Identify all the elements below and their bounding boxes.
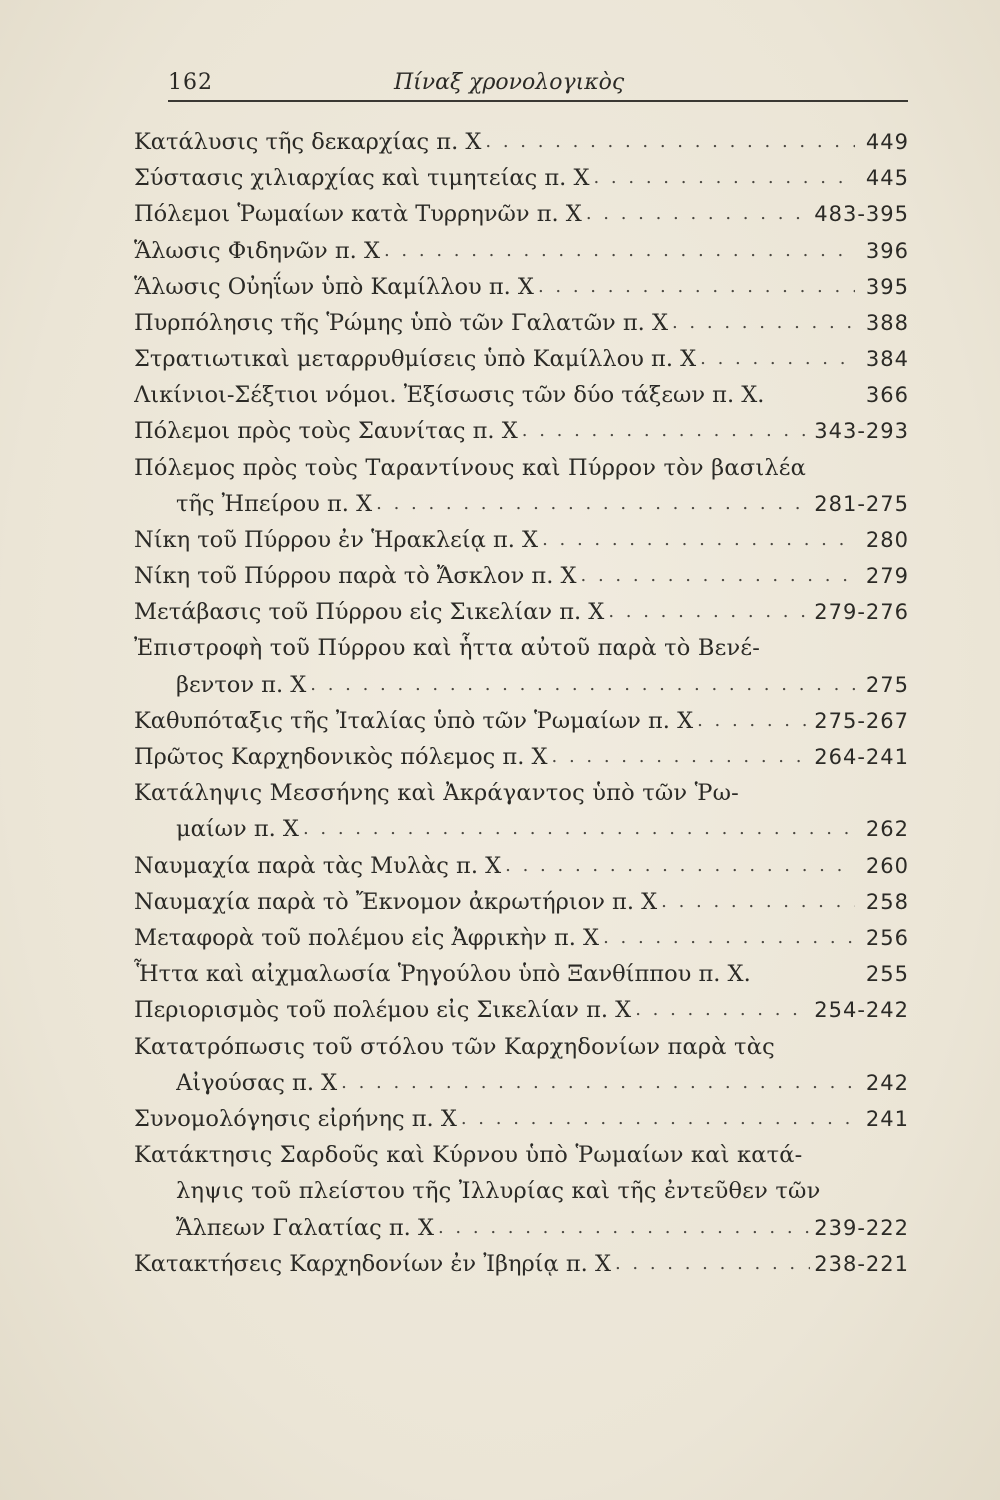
entry-year: 366 (865, 383, 909, 407)
table-row (134, 414, 909, 448)
dot-leader (341, 1066, 855, 1100)
entry-text: Ναυμαχία παρὰ τὸ Ἔκνομον ἀκρωτήριον π. Χ (134, 889, 658, 915)
entry-text: Πόλεμοι Ῥωμαίων κατὰ Τυρρηνῶν π. Χ (134, 201, 582, 227)
running-title: Πίναξ χρονολογικὸς (394, 70, 625, 95)
table-row (134, 1247, 909, 1281)
entry-year: 258 (865, 890, 909, 914)
dot-leader (581, 559, 855, 593)
table-row (134, 342, 909, 376)
dot-leader (608, 595, 810, 629)
entry-text: Καθυπόταξις τῆς Ἰταλίας ὑπὸ τῶν Ῥωμαίων π. Χ (134, 708, 694, 734)
entry-text: Λικίνιοι-Σέξτιοι νόμοι. Ἐξίσωσις τῶν δύο τάξεων π. Χ. (134, 382, 765, 408)
dot-leader (542, 523, 855, 557)
dot-leader (697, 704, 810, 738)
table-row (176, 1174, 909, 1208)
table-row (176, 1211, 909, 1245)
entry-year: 280 (865, 528, 909, 552)
entry-year: 275-267 (814, 709, 909, 733)
table-row (134, 270, 909, 304)
entry-year: 242 (865, 1071, 909, 1095)
entry-text: Πυρπόλησις τῆς Ῥώμης ὑπὸ τῶν Γαλατῶν π. Χ (134, 310, 668, 336)
entry-text: Ἄλπεων Γαλατίας π. Χ (176, 1215, 434, 1241)
table-row (134, 740, 909, 774)
dot-leader (593, 161, 855, 195)
entry-text: Αἰγούσας π. Χ (176, 1070, 338, 1096)
table-row (134, 1102, 909, 1136)
table-row (134, 378, 909, 412)
entry-year: 275 (865, 673, 909, 697)
table-row (176, 668, 909, 702)
entry-text: τῆς Ἠπείρου π. Χ (176, 491, 373, 517)
entry-year: 239-222 (814, 1216, 909, 1240)
table-row (134, 161, 909, 195)
entry-year: 388 (865, 311, 909, 335)
entry-text: Ἅλωσις Φιδηνῶν π. Χ (134, 238, 380, 264)
table-row (134, 125, 909, 159)
table-row (134, 957, 909, 991)
entry-text: Ἐπιστροφὴ τοῦ Πύρρου καὶ ἧττα αὐτοῦ παρὰ τὸ Βενέ- (134, 635, 761, 661)
table-row (134, 234, 909, 268)
entry-text: Κατακτήσεις Καρχηδονίων ἐν Ἰβηρίᾳ π. Χ (134, 1251, 611, 1277)
table-row (134, 993, 909, 1027)
entry-text: Στρατιωτικαὶ μεταρρυθμίσεις ὑπὸ Καμίλλου π. Χ (134, 346, 697, 372)
table-row (134, 849, 909, 883)
entry-text: Σύστασις χιλιαρχίας καὶ τιμητείας π. Χ (134, 165, 590, 191)
entry-year: 281-275 (814, 492, 909, 516)
dot-leader (635, 993, 810, 1027)
entry-year: 279 (865, 564, 909, 588)
table-row (134, 885, 909, 919)
entry-text: Κατατρόπωσις τοῦ στόλου τῶν Καρχηδονίων παρὰ τὰς (134, 1034, 775, 1060)
entry-text: βεντον π. Χ (176, 672, 307, 698)
entry-year: 238-221 (814, 1252, 909, 1276)
dot-leader (615, 1247, 810, 1281)
table-row (134, 776, 909, 810)
entry-text: Ἧττα καὶ αἰχμαλωσία Ῥηγούλου ὑπὸ Ξανθίππου π. Χ. (134, 961, 751, 987)
table-row (134, 523, 909, 557)
entry-text: Ἅλωσις Οὐηΐων ὑπὸ Καμίλλου π. Χ (134, 274, 534, 300)
dot-leader (522, 414, 810, 448)
dot-leader (485, 125, 855, 159)
dot-leader (438, 1211, 810, 1245)
dot-leader (586, 197, 810, 231)
dot-leader (505, 849, 855, 883)
entry-year: 343-293 (814, 419, 909, 443)
entry-text: Πόλεμοι πρὸς τοὺς Σαυνίτας π. Χ (134, 418, 518, 444)
dot-leader (700, 342, 855, 376)
dot-leader (310, 668, 855, 702)
entry-year: 254-242 (814, 998, 909, 1022)
dot-leader (552, 740, 811, 774)
table-row (134, 197, 909, 231)
page-number: 162 (168, 70, 213, 95)
entry-text: μαίων π. Χ (176, 816, 299, 842)
dot-leader (461, 1102, 855, 1136)
table-row (134, 921, 909, 955)
dot-leader (538, 270, 855, 304)
table-row (134, 631, 909, 665)
entry-year: 262 (865, 817, 909, 841)
table-row (134, 559, 909, 593)
dot-leader (661, 885, 855, 919)
entry-year: 384 (865, 347, 909, 371)
entry-text: Πόλεμος πρὸς τοὺς Ταραντίνους καὶ Πύρρον τὸν βασιλέα (134, 455, 807, 481)
entry-year: 256 (865, 926, 909, 950)
entry-year: 395 (865, 275, 909, 299)
entry-year: 449 (865, 130, 909, 154)
entry-year: 396 (865, 239, 909, 263)
entry-text: Μετάβασις τοῦ Πύρρου εἰς Σικελίαν π. Χ (134, 599, 605, 625)
table-row (176, 1066, 909, 1100)
entry-year: 483-395 (814, 202, 909, 226)
entry-text: Κατάκτησις Σαρδοῦς καὶ Κύρνου ὑπὸ Ῥωμαίων καὶ κατά- (134, 1142, 803, 1168)
entry-text: Πρῶτος Καρχηδονικὸς πόλεμος π. Χ (134, 744, 548, 770)
entry-year: 255 (865, 962, 909, 986)
entry-text: Ναυμαχία παρὰ τὰς Μυλὰς π. Χ (134, 853, 502, 879)
table-row (134, 1030, 909, 1064)
table-row (134, 306, 909, 340)
dot-leader (384, 234, 855, 268)
entry-year: 279-276 (814, 600, 909, 624)
table-row (176, 812, 909, 846)
entry-text: Μεταφορὰ τοῦ πολέμου εἰς Ἀφρικὴν π. Χ (134, 925, 600, 951)
entry-text: Νίκη τοῦ Πύρρου ἐν Ἡρακλείᾳ π. Χ (134, 527, 539, 553)
entry-year: 445 (865, 166, 909, 190)
entry-text: Συνομολόγησις εἰρήνης π. Χ (134, 1106, 457, 1132)
entry-text: Κατάλυσις τῆς δεκαρχίας π. Χ (134, 129, 482, 155)
dot-leader (672, 306, 855, 340)
entry-year: 264-241 (814, 745, 909, 769)
table-row (134, 1138, 909, 1172)
dot-leader (603, 921, 855, 955)
entry-text: Κατάληψις Μεσσήνης καὶ Ἀκράγαντος ὑπὸ τῶν Ῥω- (134, 780, 739, 806)
dot-leader (303, 812, 855, 846)
entry-text: Περιορισμὸς τοῦ πολέμου εἰς Σικελίαν π. Χ (134, 997, 632, 1023)
entry-text: ληψις τοῦ πλείστου τῆς Ἰλλυρίας καὶ τῆς ἐντεῦθεν τῶν (176, 1178, 821, 1204)
table-row (134, 451, 909, 485)
dot-leader (376, 487, 810, 521)
table-row (176, 487, 909, 521)
entry-year: 241 (865, 1107, 909, 1131)
table-row (134, 595, 909, 629)
entry-year: 260 (865, 854, 909, 878)
entry-text: Νίκη τοῦ Πύρρου παρὰ τὸ Ἄσκλον π. Χ (134, 563, 577, 589)
table-row (134, 704, 909, 738)
